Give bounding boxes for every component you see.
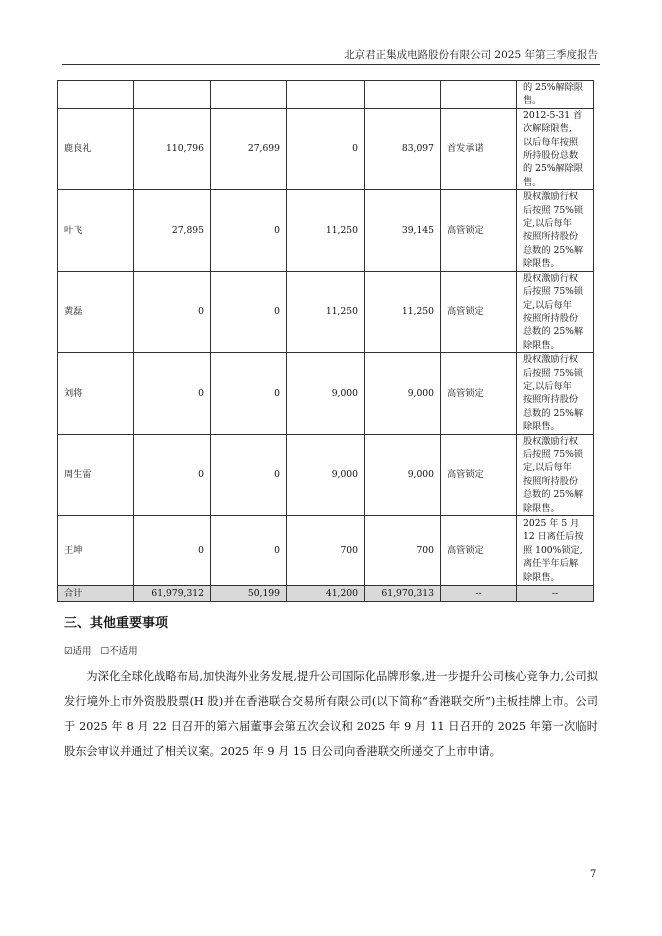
total-begin-cell: 61,979,312 (134, 586, 211, 602)
release-date-cell: 股权激励行权 后按照 75%锁 定,以后每年 按照所持股份 总数的 25%解 除限售。 (517, 353, 594, 434)
end-shares-cell: 9,000 (365, 434, 441, 515)
total-released-cell: 50,199 (211, 586, 287, 602)
table-row (58, 81, 594, 109)
holder-name-cell: 刘将 (58, 353, 134, 434)
holder-name-cell: 周生雷 (58, 434, 134, 515)
table-row (58, 271, 594, 352)
page-number: 7 (590, 869, 597, 880)
added-shares-cell: 11,250 (287, 190, 365, 271)
not-applicable-checkbox: ☐不适用 (100, 646, 138, 657)
restriction-reason-cell: 高管锁定 (441, 271, 517, 352)
table-row (58, 190, 594, 271)
begin-shares-cell: 0 (134, 271, 211, 352)
end-shares-cell: 11,250 (365, 271, 441, 352)
restriction-reason-cell (441, 81, 517, 109)
added-shares-cell: 0 (287, 108, 365, 189)
total-reason-cell: -- (441, 586, 517, 602)
added-shares-cell: 700 (287, 516, 365, 586)
end-shares-cell: 9,000 (365, 353, 441, 434)
applicable-checkbox: ☑适用 (64, 646, 92, 657)
h-share-listing-paragraph: 为深化全球化战略布局,加快海外业务发展,提升公司国际化品牌形象,进一步提升公司核心竞争力,公司拟发行境外上市外资股股票(H 股)并在香港联合交易所有限公司(以下简称“香港联交所”)主板挂牌上市。公司于 2025 年 8 月 22 日召开的第六届董事会第五次会议和 2025 年 9 月 11 日召开的 2025 年第一次临时股东会审议并通过了相关议案。2025 年 9 月 15 日公司向香港联交所递交了上市申请。 (64, 670, 598, 758)
restriction-reason-cell: 高管锁定 (441, 516, 517, 586)
release-date-cell: 2012-5-31 首 次解除限售, 以后每年按照 所持股份总数 的 25%解除限 售。 (517, 108, 594, 189)
release-date-cell: 2025 年 5 月 12 日离任后按 照 100%锁定, 离任半年后解 除限售。 (517, 516, 594, 586)
released-shares-cell: 27,699 (211, 108, 287, 189)
table-row (58, 516, 594, 586)
table-total-row (58, 586, 594, 602)
begin-shares-cell: 110,796 (134, 108, 211, 189)
begin-shares-cell: 27,895 (134, 190, 211, 271)
total-added-cell: 41,200 (287, 586, 365, 602)
restriction-reason-cell: 高管锁定 (441, 190, 517, 271)
end-shares-cell: 700 (365, 516, 441, 586)
added-shares-cell (287, 81, 365, 109)
released-shares-cell: 0 (211, 516, 287, 586)
added-shares-cell: 9,000 (287, 434, 365, 515)
released-shares-cell: 0 (211, 434, 287, 515)
release-date-cell: 的 25%解除限 售。 (517, 81, 594, 109)
end-shares-cell: 83,097 (365, 108, 441, 189)
holder-name-cell: 黄磊 (58, 271, 134, 352)
header-divider (62, 64, 600, 65)
restriction-reason-cell: 高管锁定 (441, 353, 517, 434)
added-shares-cell: 11,250 (287, 271, 365, 352)
applicability-options (64, 643, 144, 657)
end-shares-cell (365, 81, 441, 109)
total-end-cell: 61,970,313 (365, 586, 441, 602)
holder-name-cell: 鹿良礼 (58, 108, 134, 189)
released-shares-cell (211, 81, 287, 109)
table-row (58, 353, 594, 434)
released-shares-cell: 0 (211, 190, 287, 271)
released-shares-cell: 0 (211, 353, 287, 434)
release-date-cell: 股权激励行权 后按照 75%锁 定,以后每年 按照所持股份 总数的 25%解 除限售。 (517, 271, 594, 352)
added-shares-cell: 9,000 (287, 353, 365, 434)
holder-name-cell: 王坤 (58, 516, 134, 586)
total-note-cell: -- (517, 586, 594, 602)
release-date-cell: 股权激励行权 后按照 75%锁 定,以后每年 按照所持股份 总数的 25%解 除限售。 (517, 434, 594, 515)
report-header-title: 北京君正集成电路股份有限公司 2025 年第三季度报告 (344, 49, 598, 61)
restriction-reason-cell: 首发承诺 (441, 108, 517, 189)
begin-shares-cell: 0 (134, 516, 211, 586)
table-row (58, 108, 594, 189)
restriction-reason-cell: 高管锁定 (441, 434, 517, 515)
begin-shares-cell: 0 (134, 353, 211, 434)
holder-name-cell (58, 81, 134, 109)
section-heading: 三、其他重要事项 (64, 616, 169, 631)
holder-name-cell: 叶飞 (58, 190, 134, 271)
begin-shares-cell (134, 81, 211, 109)
total-label-cell: 合计 (58, 586, 134, 602)
restricted-shares-table (57, 80, 594, 602)
released-shares-cell: 0 (211, 271, 287, 352)
end-shares-cell: 39,145 (365, 190, 441, 271)
begin-shares-cell: 0 (134, 434, 211, 515)
table-row (58, 434, 594, 515)
release-date-cell: 股权激励行权 后按照 75%锁 定,以后每年 按照所持股份 总数的 25%解 除限售。 (517, 190, 594, 271)
